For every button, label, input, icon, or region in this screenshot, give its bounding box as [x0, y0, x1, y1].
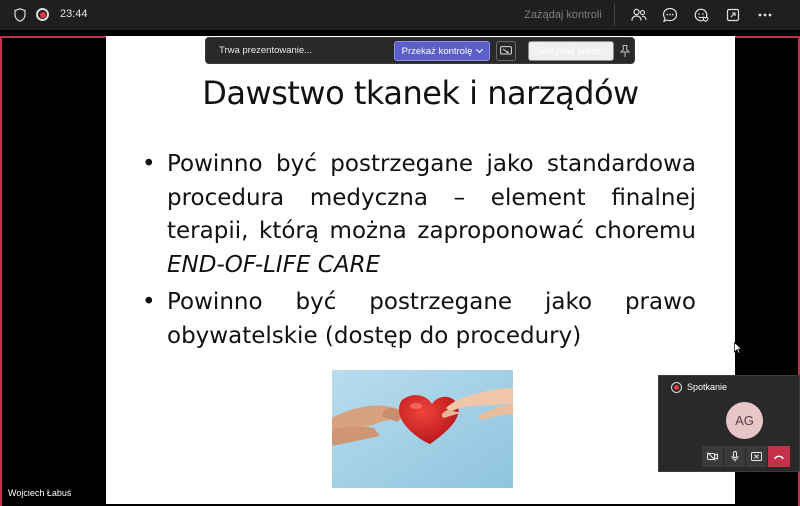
bullet-text: Powinno być postrzegane jako standardowa procedura medyczna – element finalnej terapii, którą można zaproponować choremu — [167, 151, 696, 244]
slide-bullet-list — [142, 148, 696, 357]
presenter-name: Wojciech Łabuś — [8, 488, 72, 498]
presentation-slide — [106, 36, 735, 504]
chevron-down-icon — [476, 46, 483, 53]
slideshow-controls — [112, 489, 180, 499]
heart-hands-image — [332, 370, 513, 488]
camera-toggle-button[interactable] — [702, 446, 724, 467]
bullet-text: Powinno być postrzegane jako prawo obywatelskie (dostęp do procedury) — [167, 289, 696, 349]
give-control-button[interactable] — [394, 41, 490, 61]
slide-sorter-icon[interactable] — [150, 489, 161, 499]
call-controls — [702, 446, 790, 467]
people-icon[interactable] — [630, 6, 648, 24]
pen-icon[interactable] — [131, 489, 142, 499]
next-slide-icon[interactable] — [169, 489, 180, 499]
reactions-icon[interactable] — [693, 6, 711, 24]
hang-up-button[interactable] — [768, 446, 790, 467]
presenting-status: Trwa prezentowanie... — [219, 45, 313, 56]
camera-off-icon — [707, 452, 718, 461]
meeting-mini-window[interactable] — [658, 375, 800, 472]
stop-presenting-button[interactable]: Zatrzymaj preze... — [528, 41, 614, 61]
toolbar-divider — [614, 4, 615, 26]
meeting-title: Spotkanie — [687, 382, 728, 392]
slide-bullet — [142, 286, 696, 353]
avatar: AG — [726, 402, 763, 439]
request-control-button[interactable]: Zażądaj kontroli — [524, 9, 602, 21]
pin-icon[interactable] — [619, 44, 631, 58]
shield-icon — [14, 8, 26, 22]
more-icon[interactable] — [756, 6, 774, 24]
share-stop-icon — [751, 452, 762, 461]
screen-share-icon — [500, 46, 512, 56]
slide-bullet — [142, 148, 696, 282]
include-computer-sound-button[interactable] — [496, 41, 516, 61]
share-tray-icon[interactable] — [724, 6, 742, 24]
hang-up-icon — [773, 454, 785, 460]
previous-slide-icon[interactable] — [112, 489, 123, 499]
meeting-topbar — [0, 0, 800, 30]
presenter-toolbar — [205, 37, 635, 64]
stop-sharing-button[interactable] — [746, 446, 768, 467]
give-control-label: Przekaż kontrolę — [401, 45, 473, 57]
microphone-icon — [731, 451, 739, 462]
mic-toggle-button[interactable] — [724, 446, 746, 467]
bullet-emphasis: END-OF-LIFE CARE — [167, 251, 381, 278]
chat-icon[interactable] — [661, 6, 679, 24]
meeting-timer: 23:44 — [60, 8, 88, 20]
slide-title: Dawstwo tkanek i narządów — [202, 74, 639, 112]
recording-icon — [36, 8, 49, 21]
recording-icon — [671, 382, 682, 393]
mouse-cursor-icon — [734, 342, 742, 354]
